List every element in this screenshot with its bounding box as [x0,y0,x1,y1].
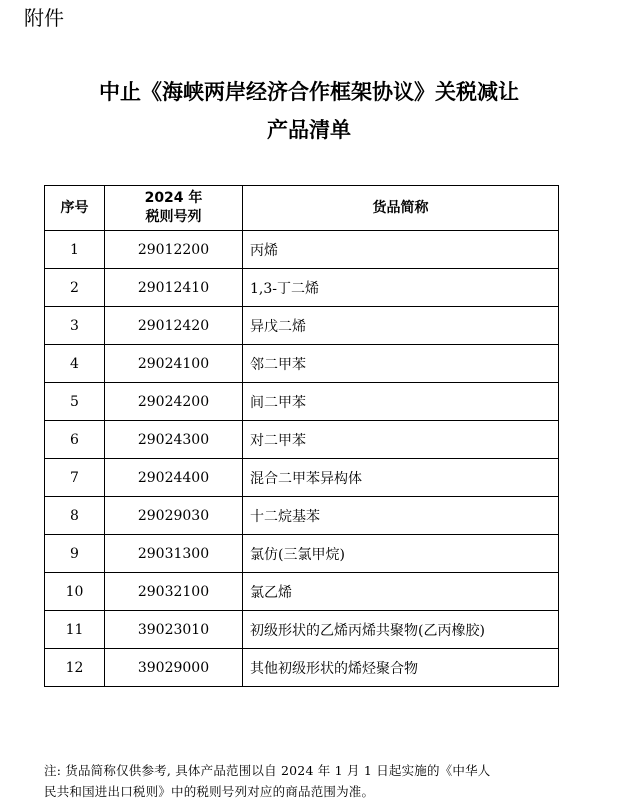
table-row [45,497,559,535]
header-tariff-code: 2024 年 税则号列 [105,186,243,231]
table-row [45,231,559,269]
row-tariff-code: 29012420 [105,307,243,345]
row-tariff-code: 39023010 [105,611,243,649]
row-tariff-code: 29032100 [105,573,243,611]
row-serial-number: 12 [45,649,105,687]
row-serial-number: 11 [45,611,105,649]
header-product-name: 货品简称 [243,186,559,231]
footnote-line-1: 注: 货品简称仅供参考, 具体产品范围以自 2024 年 1 月 1 日起实施的《中华人 [44,763,491,778]
table-row [45,573,559,611]
row-serial-number: 9 [45,535,105,573]
row-product-name: 异戊二烯 [243,307,559,345]
document-title-line-1: 中止《海峡两岸经济合作框架协议》关税减让 [99,80,519,104]
row-product-name: 其他初级形状的烯烃聚合物 [243,649,559,687]
row-tariff-code: 29029030 [105,497,243,535]
table-row [45,649,559,687]
header-serial-number: 序号 [45,186,105,231]
row-product-name: 混合二甲苯异构体 [243,459,559,497]
document-title-line-2: 产品清单 [267,118,351,142]
row-tariff-code: 29031300 [105,535,243,573]
row-serial-number: 3 [45,307,105,345]
table-row [45,345,559,383]
table-row [45,421,559,459]
row-product-name: 间二甲苯 [243,383,559,421]
row-product-name: 初级形状的乙烯丙烯共聚物(乙丙橡胶) [243,611,559,649]
footnote-line-2: 民共和国进出口税则》中的税则号列对应的商品范围为准。 [44,784,375,799]
row-serial-number: 5 [45,383,105,421]
row-tariff-code: 29024400 [105,459,243,497]
table-row [45,459,559,497]
row-tariff-code: 29012410 [105,269,243,307]
row-product-name: 丙烯 [243,231,559,269]
row-tariff-code: 29024100 [105,345,243,383]
row-tariff-code: 29024200 [105,383,243,421]
row-serial-number: 2 [45,269,105,307]
product-list-table [44,185,559,687]
row-tariff-code: 29012200 [105,231,243,269]
row-tariff-code: 29024300 [105,421,243,459]
row-serial-number: 10 [45,573,105,611]
table-row [45,307,559,345]
table-header-row [45,186,559,231]
footnote [44,760,564,802]
row-product-name: 氯乙烯 [243,573,559,611]
row-serial-number: 4 [45,345,105,383]
row-serial-number: 8 [45,497,105,535]
row-serial-number: 7 [45,459,105,497]
attachment-label: 附件 [24,6,64,30]
row-product-name: 十二烷基苯 [243,497,559,535]
table-row [45,269,559,307]
table-row [45,383,559,421]
table-row [45,611,559,649]
row-product-name: 氯仿(三氯甲烷) [243,535,559,573]
row-product-name: 对二甲苯 [243,421,559,459]
row-product-name: 邻二甲苯 [243,345,559,383]
row-tariff-code: 39029000 [105,649,243,687]
row-product-name: 1,3-丁二烯 [243,269,559,307]
row-serial-number: 1 [45,231,105,269]
table-row [45,535,559,573]
row-serial-number: 6 [45,421,105,459]
